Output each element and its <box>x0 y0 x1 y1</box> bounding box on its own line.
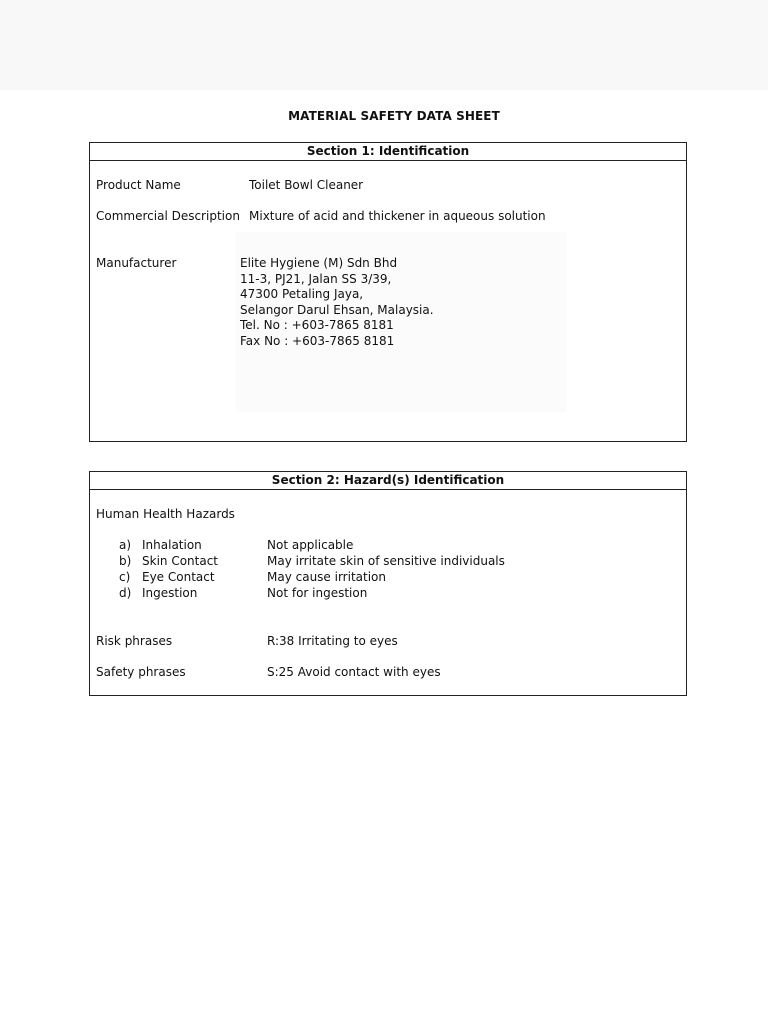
section-identification <box>89 142 687 442</box>
hazard-row-inhalation <box>90 538 686 554</box>
manufacturer-line: 47300 Petaling Jaya, <box>240 287 364 301</box>
safety-phrases-label: Safety phrases <box>96 665 186 679</box>
manufacturer-line: Fax No : +603-7865 8181 <box>240 333 395 348</box>
hazard-label: Ingestion <box>142 586 198 600</box>
manufacturer-address <box>240 256 434 349</box>
manufacturer-line: 11-3, PJ21, Jalan SS 3/39, <box>240 271 392 286</box>
section-hazard-identification <box>89 471 687 696</box>
hazard-row-ingestion <box>90 586 686 602</box>
hazard-marker: c) <box>119 570 131 584</box>
hazard-marker: b) <box>119 554 132 568</box>
hazard-label: Inhalation <box>142 538 202 552</box>
product-name-value: Toilet Bowl Cleaner <box>249 178 364 192</box>
risk-phrases-value: R:38 Irritating to eyes <box>267 634 398 648</box>
safety-phrases-value: S:25 Avoid contact with eyes <box>267 665 441 679</box>
manufacturer-line: Elite Hygiene (M) Sdn Bhd <box>240 256 398 270</box>
hazard-row-skin-contact <box>90 554 686 570</box>
commercial-description-value: Mixture of acid and thickener in aqueous solution <box>249 209 546 223</box>
document-title: MATERIAL SAFETY DATA SHEET <box>288 109 500 123</box>
hazard-value: May cause irritation <box>267 570 386 584</box>
section-2-heading: Section 2: Hazard(s) Identification <box>90 472 686 490</box>
hazard-value: May irritate skin of sensitive individuals <box>267 554 505 568</box>
hazard-value: Not for ingestion <box>267 586 368 600</box>
manufacturer-line: Tel. No : +603-7865 8181 <box>240 318 394 332</box>
hazard-label: Eye Contact <box>142 570 215 584</box>
section-1-heading: Section 1: Identification <box>90 143 686 161</box>
commercial-description-label: Commercial Description <box>96 209 240 223</box>
product-name-label: Product Name <box>96 178 181 192</box>
manufacturer-label: Manufacturer <box>96 256 177 270</box>
manufacturer-line: Selangor Darul Ehsan, Malaysia. <box>240 302 434 317</box>
human-health-hazards-label: Human Health Hazards <box>96 507 235 521</box>
hazard-marker: d) <box>119 586 132 600</box>
hazard-row-eye-contact <box>90 570 686 586</box>
risk-phrases-label: Risk phrases <box>96 634 173 648</box>
hazard-label: Skin Contact <box>142 554 219 568</box>
page-top-bar <box>0 0 768 90</box>
hazard-value: Not applicable <box>267 538 354 552</box>
hazard-marker: a) <box>119 538 132 552</box>
